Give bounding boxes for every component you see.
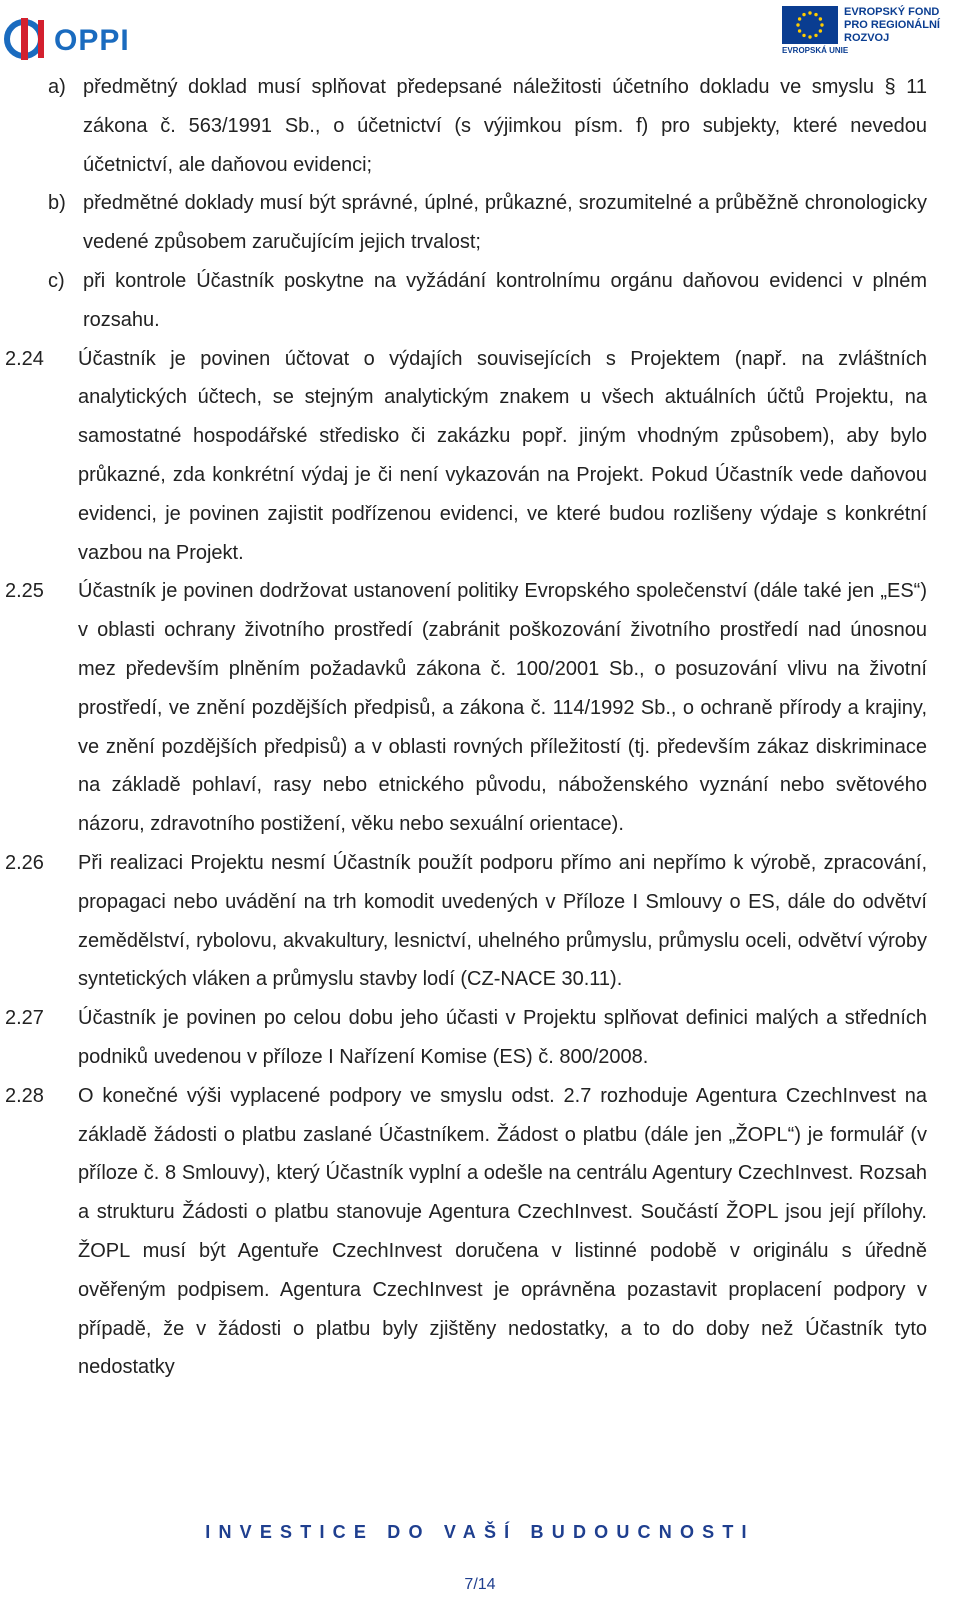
clause-number: 2.27 [5, 1007, 44, 1030]
eu-caption: EVROPSKÁ UNIE [782, 46, 849, 55]
clause-text: Účastník je povinen po celou dobu jeho účasti v Projektu splňovat definici malých a středních podniků uvedenou v příloze I Nařízení Komise (ES) č. 800/2008. [78, 1007, 927, 1068]
oppi-logo-text: OPPI [54, 24, 130, 57]
clause-2-28 [0, 1077, 960, 1387]
eu-star-icon [814, 34, 817, 37]
eu-star-icon [796, 23, 799, 26]
clause-number: 2.25 [5, 580, 44, 603]
eu-star-icon [802, 34, 805, 37]
footer-motto: INVESTICE DO VAŠÍ BUDOUCNOSTI [205, 1522, 755, 1542]
list-item-text: předmětný doklad musí splňovat předepsané náležitosti účetního dokladu ve smyslu § 11 zákona č. 563/1991 Sb., o účetnictví (s výjimkou písm. f) pro subjekty, které nevedou účetnictví, ale daňovou evidenci; [83, 76, 927, 176]
list-item-label: c) [48, 269, 65, 292]
erdf-name-line: ROZVOJ [844, 32, 890, 44]
clause-2-25 [0, 572, 960, 844]
list-item-a [0, 68, 960, 184]
erdf-name-line: PRO REGIONÁLNÍ [844, 19, 940, 31]
clause-text: Při realizaci Projektu nesmí Účastník použít podporu přímo ani nepřímo k výrobě, zpracování, propagaci nebo uvádění na trh komodit uvedených v Příloze I Smlouvy o ES, dále do odvětví zemědělství, rybolovu, akvakultury, lesnictví, uhelného průmyslu, průmyslu oceli, odvětví výroby syntetických vláken a průmyslu stavby lodí (CZ-NACE 30.11). [78, 851, 927, 991]
clause-2-27 [0, 999, 960, 1077]
list-item-b [0, 184, 960, 262]
list-item-text: předmětné doklady musí být správné, úplné, průkazné, srozumitelné a průběžně chronologicky vedené způsobem zaručujícím jejich trvalost; [83, 192, 927, 254]
list-item-label: a) [48, 76, 66, 98]
erdf-name [844, 6, 940, 45]
eu-star-icon [802, 13, 805, 16]
oppi-logo-mark-icon [4, 14, 48, 64]
clause-number: 2.28 [5, 1084, 44, 1107]
clause-2-26 [0, 844, 960, 999]
eu-star-icon [819, 29, 822, 32]
oppi-logo [4, 10, 134, 64]
clause-text: Účastník je povinen dodržovat ustanovení politiky Evropského společenství (dále také jen „ES“) v oblasti ochrany životního prostředí (zabránit poškozování životního prostředí nad únosnou mez především plněním požadavků zákona č. 100/2001 Sb., o posuzování vlivu na životní prostředí, ve znění pozdějších předpisů, a zákona č. 114/1992 Sb., o ochraně přírody a krajiny, ve znění pozdějších předpisů) a v oblasti rovných příležitostí (tj. především zákaz diskriminace na základě pohlaví, rasy nebo etnického původu, náboženského vyznání nebo světového názoru, zdravotního postižení, věku nebo sexuální orientace). [78, 580, 927, 836]
eu-erdf-logo [782, 6, 957, 58]
eu-star-icon [808, 11, 811, 14]
eu-star-icon [820, 23, 823, 26]
eu-star-icon [798, 17, 801, 20]
eu-star-icon [814, 13, 817, 16]
page-number: 7/14 [464, 1576, 496, 1593]
list-item-c [0, 262, 960, 340]
eu-star-icon [808, 35, 811, 38]
erdf-name-line: EVROPSKÝ FOND [844, 6, 940, 18]
list-item-label: b) [48, 192, 66, 215]
document-body [0, 68, 960, 1387]
page-header [0, 0, 960, 64]
clause-number: 2.24 [5, 347, 44, 370]
clause-text: Účastník je povinen účtovat o výdajích souvisejících s Projektem (např. na zvláštních analytických účtech, se stejným analytickým znakem u všech aktuálních účtů Projektu, na samostatné hospodářské středisko či zakázku popř. jiným vhodným způsobem), aby bylo průkazné, zda konkrétní výdaj je či není vykazován na Projekt. Pokud Účastník vede daňovou evidenci, je povinen zajistit podřízenou evidenci, ve které budou rozlišeny výdaje s konkrétní vazbou na Projekt. [78, 347, 927, 564]
eu-star-icon [798, 29, 801, 32]
clause-text: O konečné výši vyplacené podpory ve smyslu odst. 2.7 rozhoduje Agentura CzechInvest na základě žádosti o platbu zaslané Účastníkem. Žádost o platbu (dále jen „ŽOPL“) je formulář (v příloze č. 8 Smlouvy), který Účastník vyplní a odešle na centrálu Agentury CzechInvest. Rozsah a strukturu Žádosti o platbu stanovuje Agentura CzechInvest. Součástí ŽOPL jsou její přílohy. ŽOPL musí být Agentuře CzechInvest doručena v listinné podobě v originálu s úředně ověřeným podpisem. Agentura CzechInvest je oprávněna pozastavit proplacení podpory v případě, že v žádosti o platbu byly zjištěny nedostatky, a to do doby než Účastník tyto nedostatky [78, 1084, 927, 1379]
clause-2-24 [0, 340, 960, 573]
list-item-text: při kontrole Účastník poskytne na vyžádání kontrolnímu orgánu daňovou evidenci v plném rozsahu. [83, 269, 927, 331]
eu-star-icon [819, 17, 822, 20]
clause-number: 2.26 [5, 851, 44, 874]
eu-flag-icon [782, 6, 838, 44]
